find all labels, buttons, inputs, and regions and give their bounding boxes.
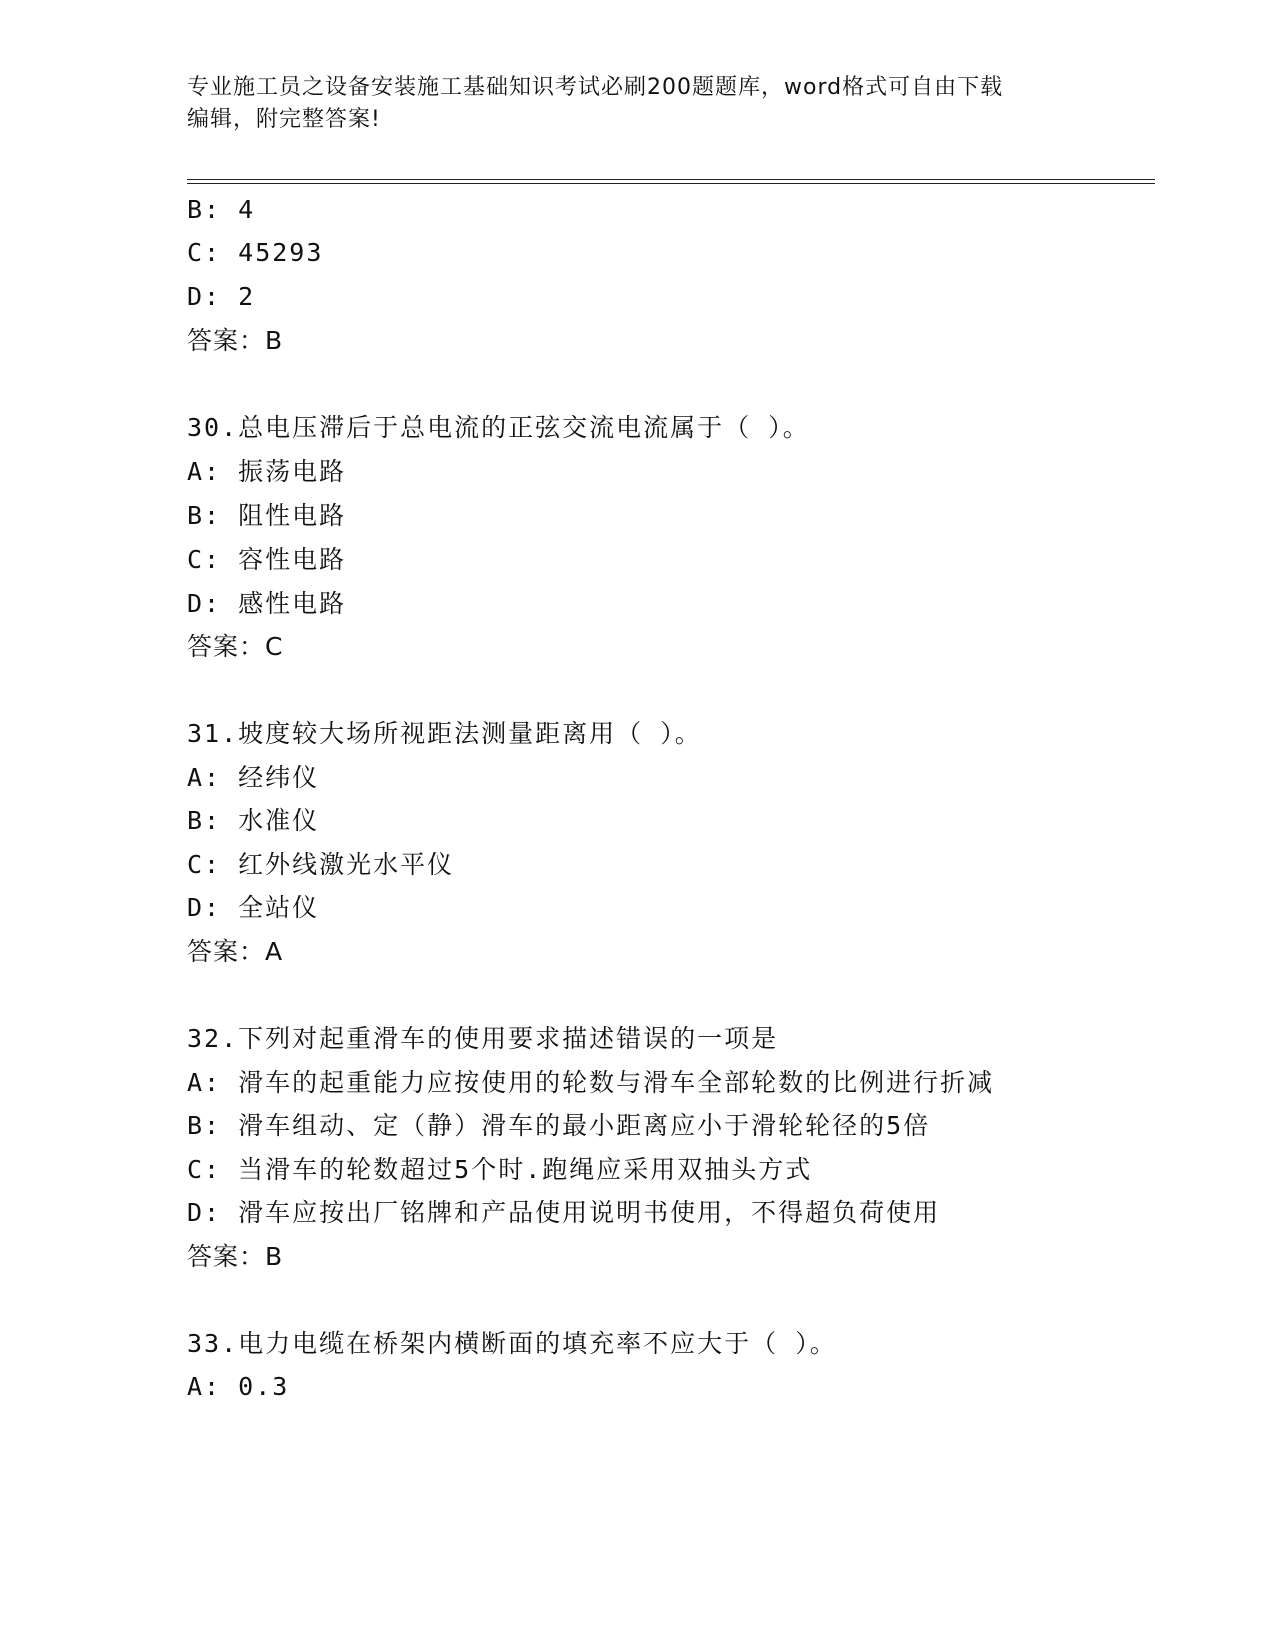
document-header xyxy=(187,72,1067,136)
question-line: 31.坡度较大场所视距法测量距离用（ ）。 xyxy=(187,719,702,748)
question-line: 33.电力电缆在桥架内横断面的填充率不应大于（ ）。 xyxy=(187,1329,837,1358)
header-line-2: 编辑，附完整答案! xyxy=(187,107,381,132)
option-line: A: 0.3 xyxy=(187,1372,290,1401)
option-line: A: 经纬仪 xyxy=(187,763,320,792)
option-line: B: 阻性电路 xyxy=(187,501,347,530)
option-line: C: 45293 xyxy=(187,238,324,267)
option-line: D: 感性电路 xyxy=(187,589,347,618)
option-line: B: 4 xyxy=(187,195,256,224)
answer-line: 答案：B xyxy=(187,1242,284,1271)
answer-line: 答案：A xyxy=(187,937,284,966)
question-line: 32.下列对起重滑车的使用要求描述错误的一项是 xyxy=(187,1024,779,1053)
answer-line: 答案：C xyxy=(187,632,284,661)
option-line: A: 滑车的起重能力应按使用的轮数与滑车全部轮数的比例进行折减 xyxy=(187,1068,995,1097)
option-line: A: 振荡电路 xyxy=(187,457,347,486)
option-line: B: 滑车组动、定（静）滑车的最小距离应小于滑轮轮径的5倍 xyxy=(187,1111,931,1140)
option-line: D: 2 xyxy=(187,282,256,311)
question-line: 30.总电压滞后于总电流的正弦交流电流属于（ ）。 xyxy=(187,413,810,442)
option-line: C: 当滑车的轮数超过5个时.跑绳应采用双抽头方式 xyxy=(187,1155,813,1184)
option-line: C: 红外线激光水平仪 xyxy=(187,850,455,879)
option-line: C: 容性电路 xyxy=(187,545,347,574)
option-line: D: 滑车应按出厂铭牌和产品使用说明书使用，不得超负荷使用 xyxy=(187,1198,941,1227)
answer-line: 答案：B xyxy=(187,326,284,355)
header-divider-top xyxy=(187,179,1155,180)
option-line: B: 水准仪 xyxy=(187,806,320,835)
option-line: D: 全站仪 xyxy=(187,893,320,922)
header-divider-bottom xyxy=(187,183,1155,184)
header-line-1: 专业施工员之设备安装施工基础知识考试必刷200题题库，word格式可自由下载 xyxy=(187,75,1004,100)
